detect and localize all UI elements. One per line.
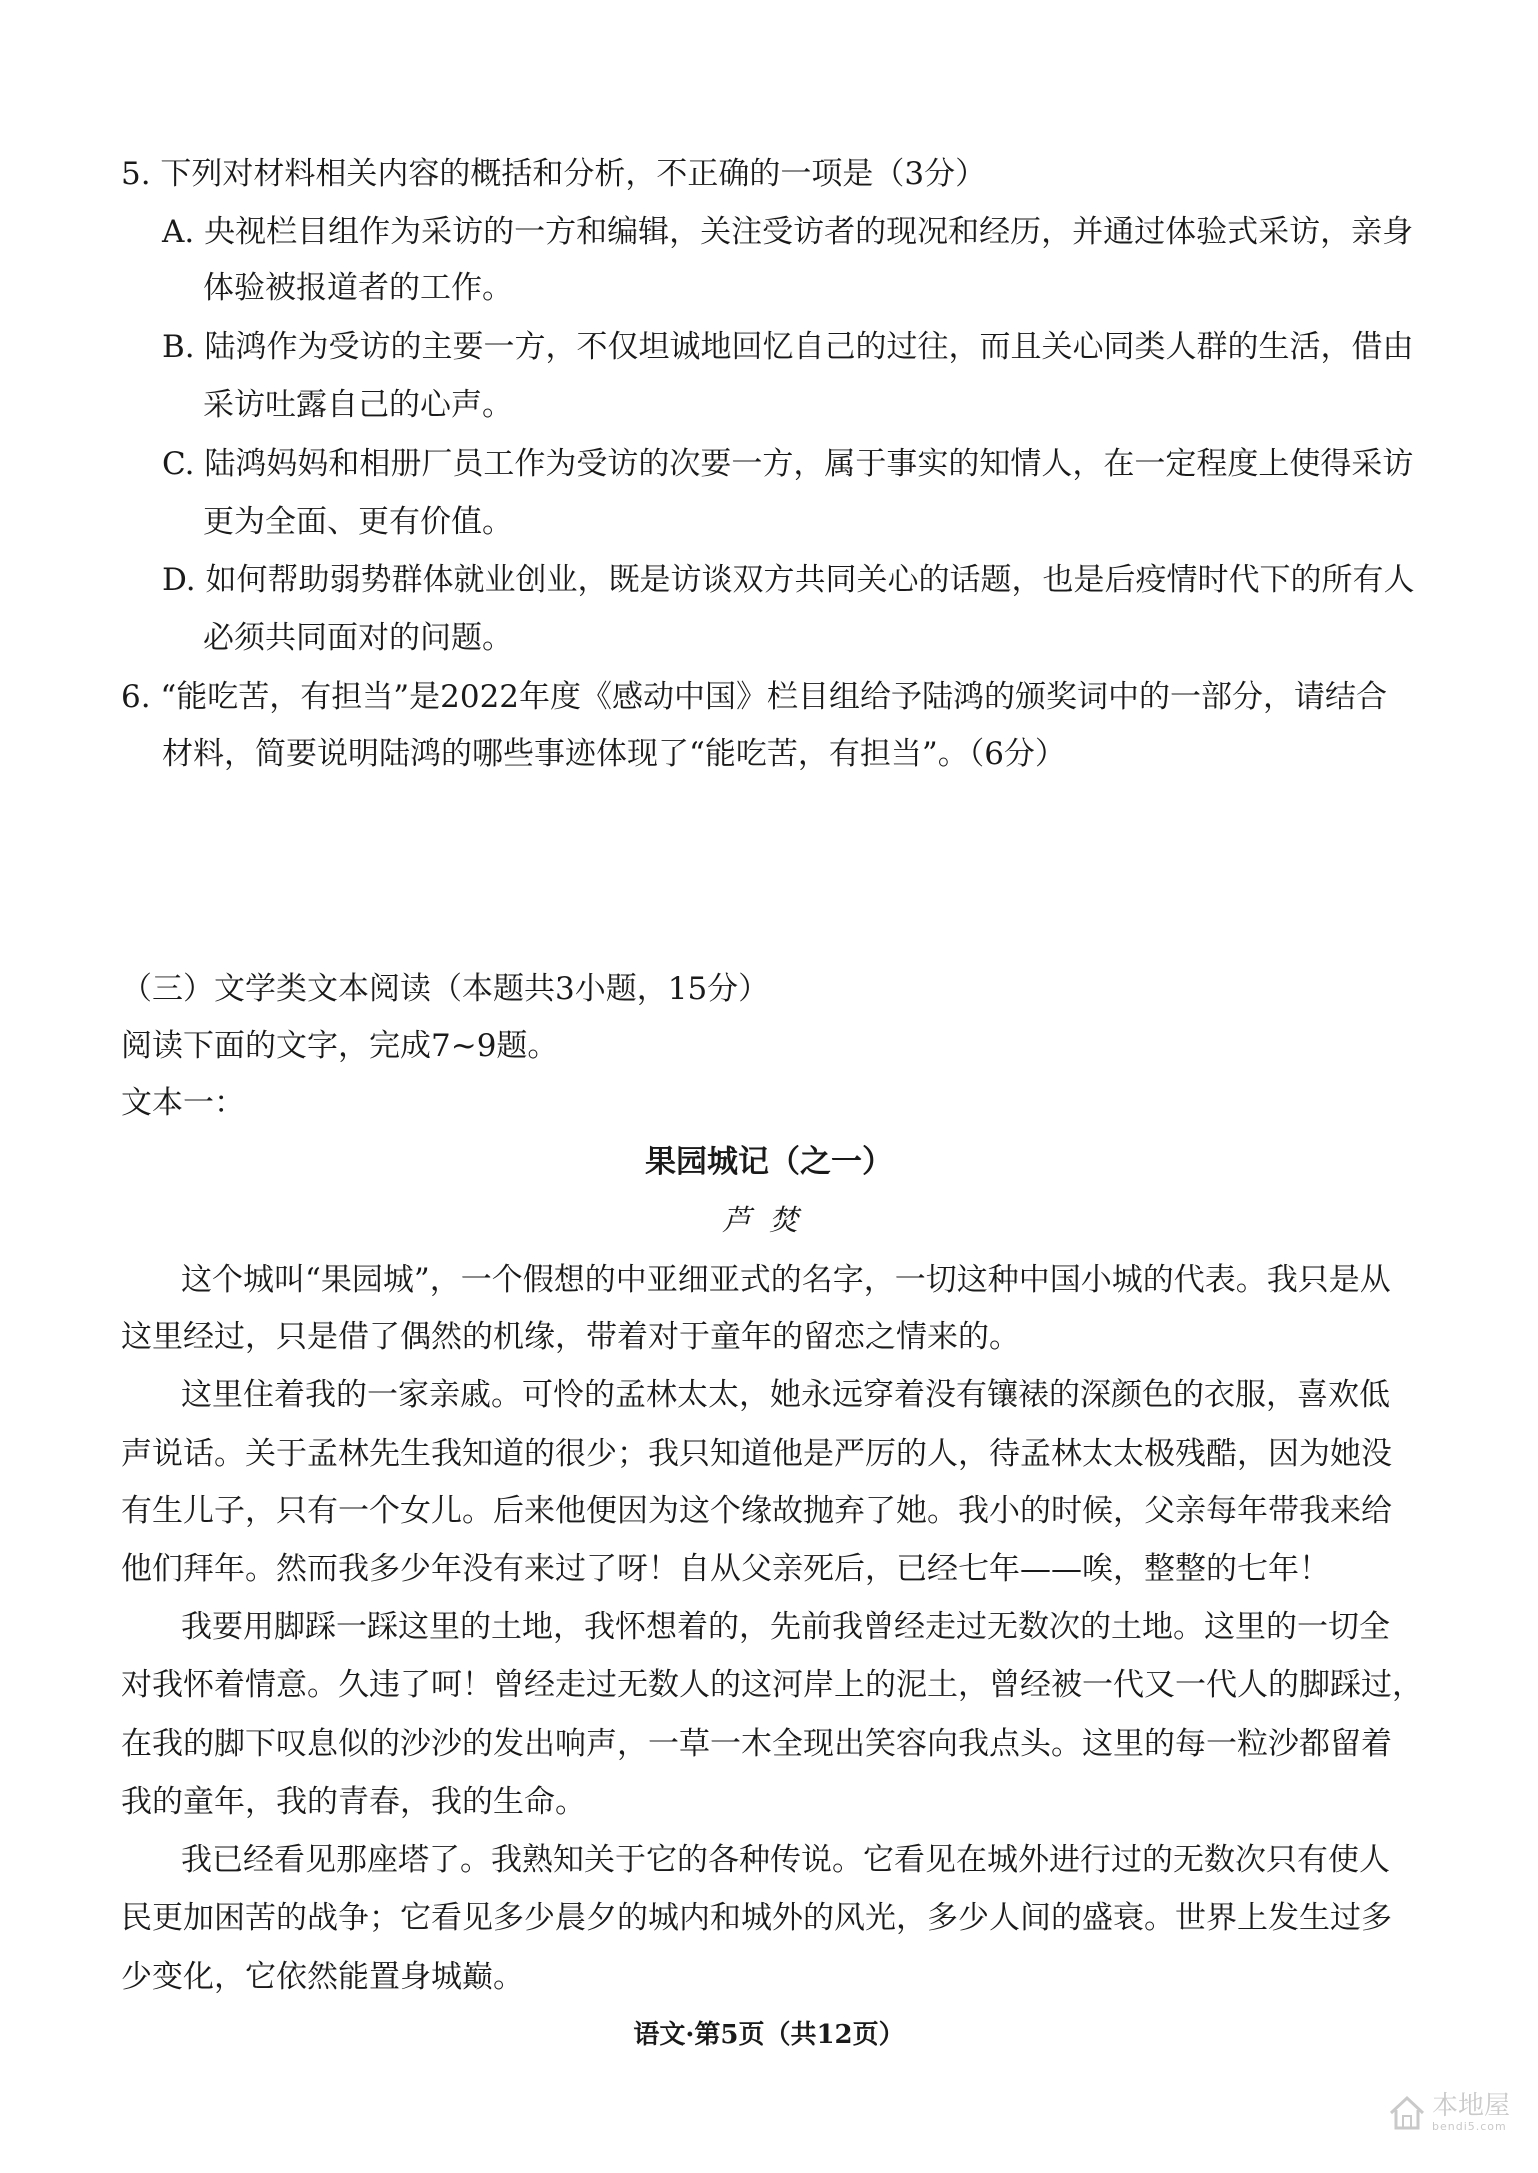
watermark	[1388, 2092, 1510, 2133]
q5-stem: 5. 下列对材料相关内容的概括和分析，不正确的一项是（3分）	[121, 156, 987, 192]
section-instruction: 阅读下面的文字，完成7~9题。	[121, 1028, 559, 1064]
paragraph-2: 这里住着我的一家亲戚。可怜的孟林太太，她永远穿着没有镶裱的深颜色的衣服，喜欢低	[181, 1377, 1390, 1413]
paragraph-3: 我要用脚踩一踩这里的土地，我怀想着的，先前我曾经走过无数次的土地。这里的一切全	[181, 1609, 1390, 1645]
page-footer: 语文·第5页（共12页）	[633, 2020, 905, 2050]
q5-option-a-cont: 体验被报道者的工作。	[203, 270, 513, 306]
article-author: 芦焚	[721, 1203, 816, 1237]
paragraph-3-line: 我的童年，我的青春，我的生命。	[121, 1784, 586, 1820]
q5-option-b: B. 陆鸿作为受访的主要一方，不仅坦诚地回忆自己的过往，而且关心同类人群的生活，借由	[162, 329, 1414, 365]
paragraph-4-line: 民更加困苦的战争；它看见多少晨夕的城内和城外的风光，多少人间的盛衰。世界上发生过多	[121, 1900, 1392, 1936]
paragraph-3-line: 在我的脚下叹息似的沙沙的发出响声，一草一木全现出笑容向我点头。这里的每一粒沙都留着	[121, 1726, 1392, 1762]
q5-option-d-cont: 必须共同面对的问题。	[203, 620, 513, 656]
article-title: 果园城记（之一）	[645, 1144, 893, 1180]
paragraph-2-line: 有生儿子，只有一个女儿。后来他便因为这个缘故抛弃了她。我小的时候，父亲每年带我来给	[121, 1493, 1392, 1529]
q5-option-c-cont: 更为全面、更有价值。	[203, 504, 513, 540]
q5-option-c: C. 陆鸿妈妈和相册厂员工作为受访的次要一方，属于事实的知情人，在一定程度上使得采访	[162, 446, 1414, 482]
paragraph-4-line: 少变化，它依然能置身城巅。	[121, 1959, 524, 1995]
text-label: 文本一：	[121, 1085, 245, 1121]
section-heading: （三）文学类文本阅读（本题共3小题，15分）	[121, 971, 770, 1007]
paragraph-2-line: 声说话。关于孟林先生我知道的很少；我只知道他是严厉的人，待孟林太太极残酷，因为她没	[121, 1436, 1392, 1472]
q6-line1: 6. “能吃苦，有担当”是2022年度《感动中国》栏目组给予陆鸿的颁奖词中的一部分，请结合	[121, 679, 1388, 715]
q5-option-b-cont: 采访吐露自己的心声。	[203, 387, 513, 423]
watermark-url: bendi5.com	[1431, 2120, 1507, 2133]
paragraph-3-line: 对我怀着情意。久违了呵！曾经走过无数人的这河岸上的泥土，曾经被一代又一代人的脚踩过，	[121, 1667, 1423, 1703]
watermark-name: 本地屋	[1431, 2091, 1510, 2121]
q6-line2: 材料，简要说明陆鸿的哪些事迹体现了“能吃苦，有担当”。（6分）	[162, 736, 1066, 772]
paragraph-1-line: 这里经过，只是借了偶然的机缘，带着对于童年的留恋之情来的。	[121, 1319, 1020, 1355]
paragraph-4: 我已经看见那座塔了。我熟知关于它的各种传说。它看见在城外进行过的无数次只有使人	[181, 1842, 1390, 1878]
house-icon	[1388, 2094, 1426, 2132]
paragraph-2-line: 他们拜年。然而我多少年没有来过了呀！自从父亲死后，已经七年——唉，整整的七年！	[121, 1551, 1330, 1587]
q5-option-d: D. 如何帮助弱势群体就业创业，既是访谈双方共同关心的话题，也是后疫情时代下的所有人	[162, 562, 1415, 598]
paragraph-1: 这个城叫“果园城”，一个假想的中亚细亚式的名字，一切这种中国小城的代表。我只是从	[181, 1262, 1391, 1298]
q5-option-a: A. 央视栏目组作为采访的一方和编辑，关注受访者的现况和经历，并通过体验式采访，亲身	[162, 214, 1414, 250]
